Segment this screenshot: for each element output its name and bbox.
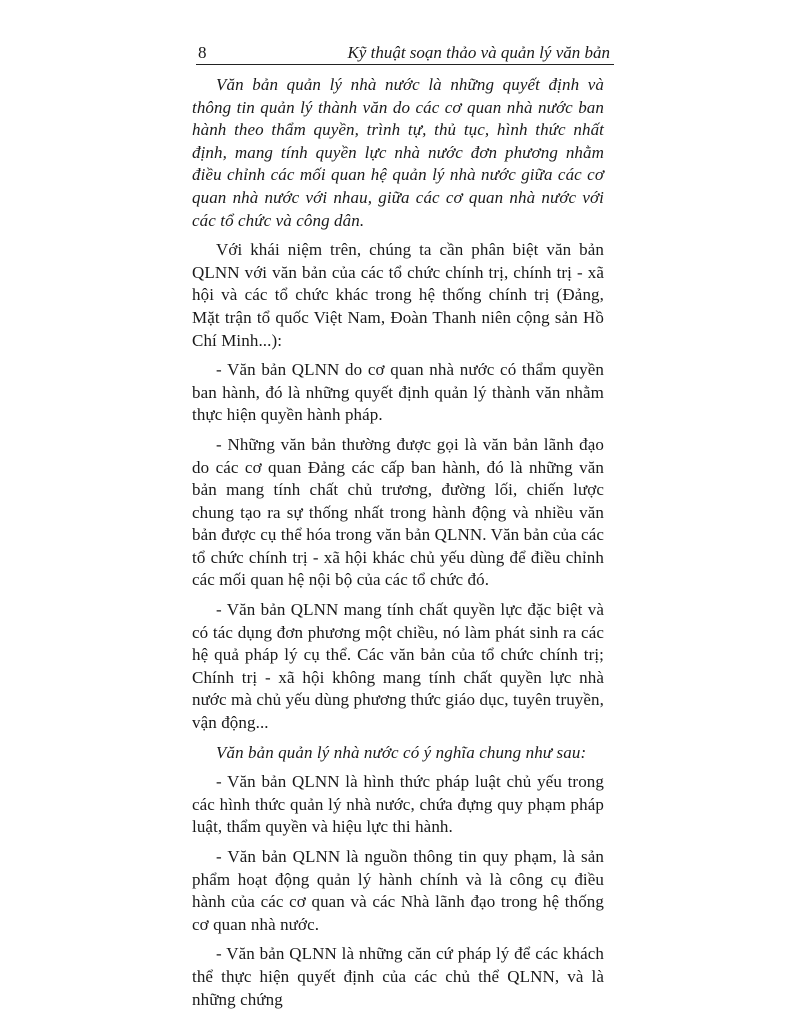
body-text bbox=[192, 74, 604, 1018]
paragraph: - Văn bản QLNN là hình thức pháp luật chủ yếu trong các hình thức quản lý nhà nước, chứa đựng quy phạm pháp luật, thẩm quyền và hiệu lực thi hành. bbox=[192, 772, 604, 837]
paragraph: - Văn bản QLNN mang tính chất quyền lực đặc biệt và có tác dụng đơn phương một chiều, nó làm phát sinh ra các hệ quả pháp lý cụ thể. Các văn bản của tổ chức chính trị; Chính trị - xã hội không mang tính chất quyền lực nhà nước mà chủ yếu dùng phương thức giáo dục, tuyên truyền, vận động... bbox=[192, 600, 604, 733]
paragraph: Với khái niệm trên, chúng ta cần phân biệt văn bản QLNN với văn bản của các tổ chức chính trị, chính trị - xã hội và các tổ chức khác trong hệ thống chính trị (Đảng, Mặt trận tổ quốc Việt Nam, Đoàn Thanh niên cộng sản Hồ Chí Minh...): bbox=[192, 240, 604, 350]
definition-paragraph: Văn bản quản lý nhà nước là những quyết định và thông tin quản lý thành văn do các cơ quan nhà nước ban hành theo thẩm quyền, trình tự, thủ tục, hình thức nhất định, mang tính quyền lực nhà nước đơn phương nhằm điều chỉnh các mối quan hệ quản lý nhà nước giữa các cơ quan nhà nước với nhau, giữa các cơ quan nhà nước với các tổ chức và công dân. bbox=[192, 75, 604, 230]
paragraph: - Những văn bản thường được gọi là văn bản lãnh đạo do các cơ quan Đảng các cấp ban hành, đó là những văn bản mang tính chất chủ trương, đường lối, chiến lược chung tạo ra sự thống nhất trong hành động và nhiều văn bản được cụ thể hóa trong văn bản QLNN. Văn bản của các tổ chức chính trị - xã hội khác chủ yếu dùng để điều chỉnh các mối quan hệ nội bộ của các tổ chức đó. bbox=[192, 434, 604, 590]
section-lead: Văn bản quản lý nhà nước có ý nghĩa chung như sau: bbox=[216, 742, 587, 762]
running-title: Kỹ thuật soạn thảo và quản lý văn bản bbox=[347, 43, 610, 62]
page-number: 8 bbox=[198, 43, 207, 62]
paragraph: - Văn bản QLNN là nguồn thông tin quy phạm, là sản phẩm hoạt động quản lý hành chính và là công cụ điều hành của các cơ quan và các Nhà lãnh đạo trong hệ thống cơ quan nhà nước. bbox=[192, 847, 604, 934]
page-header bbox=[196, 40, 614, 65]
paragraph: - Văn bản QLNN do cơ quan nhà nước có thẩm quyền ban hành, đó là những quyết định quản lý thành văn nhằm thực hiện quyền hành pháp. bbox=[192, 360, 604, 425]
paragraph: - Văn bản QLNN là những căn cứ pháp lý để các khách thể thực hiện quyết định của các chủ thể QLNN, và là những chứng bbox=[192, 944, 604, 1009]
